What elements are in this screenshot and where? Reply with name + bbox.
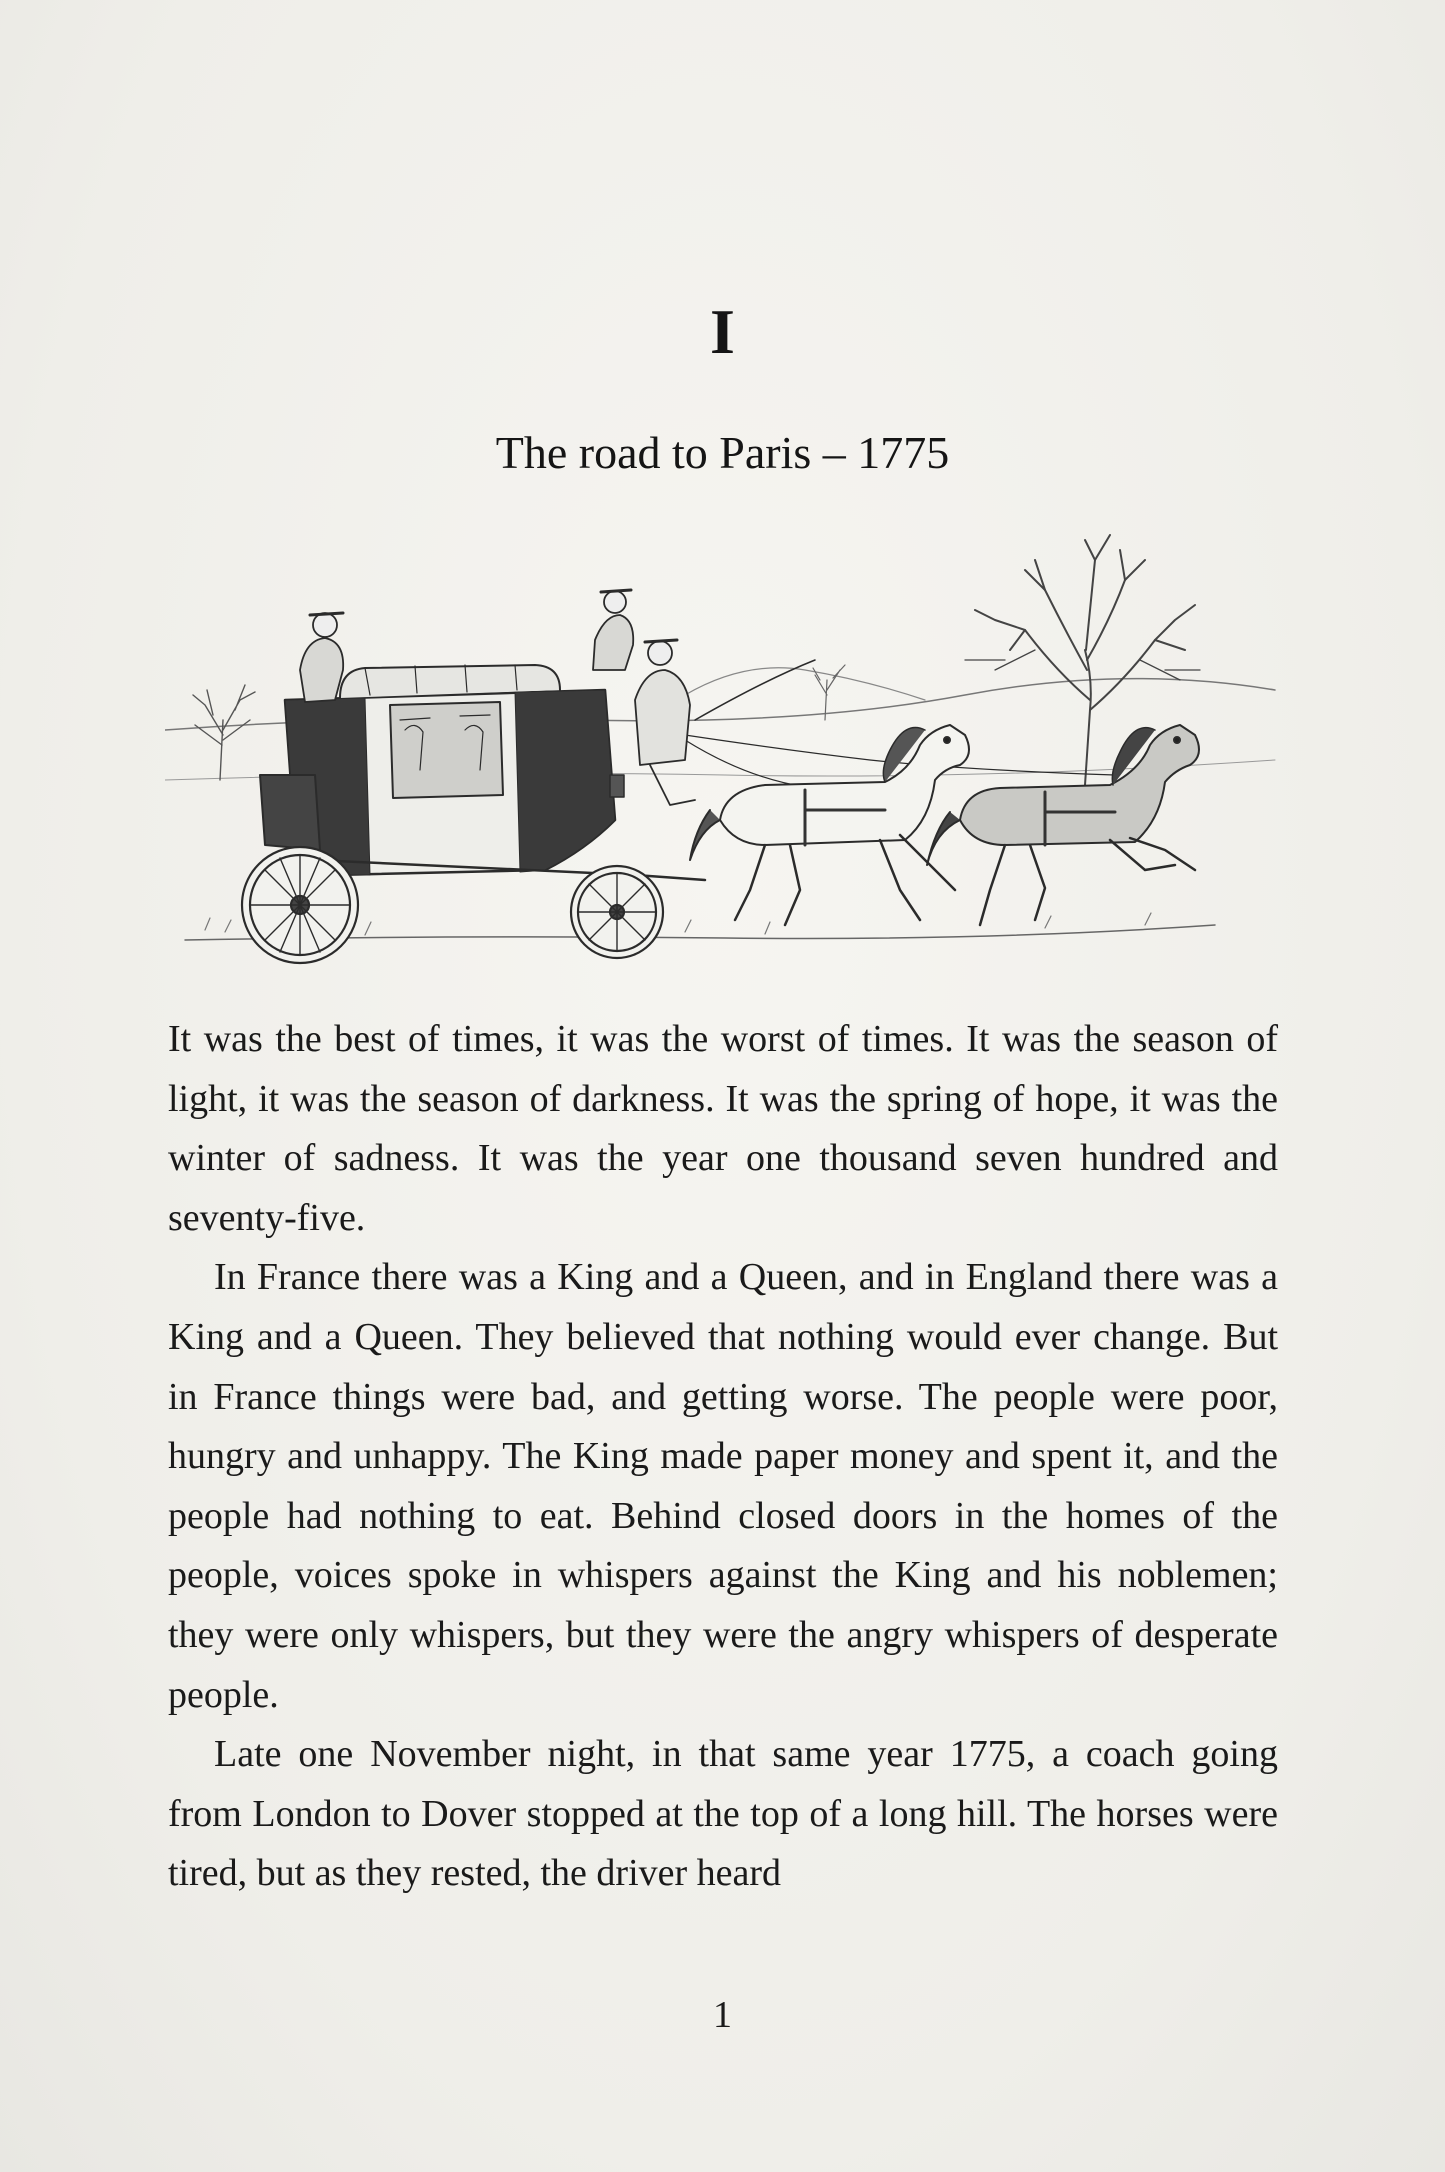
coach-icon [260,590,705,880]
front-wheel-icon [571,866,663,958]
paragraph: Late one November night, in that same year 1775, a coach going from London to Dover stopped at the top of a long hill. The horses were tired, but as they rested, the driver heard [168,1733,1278,1895]
paragraph: In France there was a King and a Queen, and in England there was a King and a Queen. They believed that nothing would ever change. But in France things were bad, and getting worse. The people were poor, hungry and unhappy. The King made paper money and spent it, and the people had nothing to eat. Behind closed doors in the homes of the people, voices spoke in whispers against the King and his noblemen; they were only whispers, but they were the angry whispers of desperate people. [168,1256,1278,1716]
rear-wheel-icon [242,847,358,963]
stagecoach-illustration [165,520,1280,970]
paragraph: It was the best of times, it was the worst of times. It was the season of light, it was the season of darkness. It was the spring of hope, it was the winter of sadness. It was the year one thousand seven hundred and seventy-five. [168,1018,1278,1239]
chapter-title: The road to Paris – 1775 [495,427,950,478]
page-number: 1 [713,1994,732,2036]
chapter-body [168,1010,1278,1904]
left-tree-icon [193,685,255,780]
chapter-number: I [710,296,735,367]
